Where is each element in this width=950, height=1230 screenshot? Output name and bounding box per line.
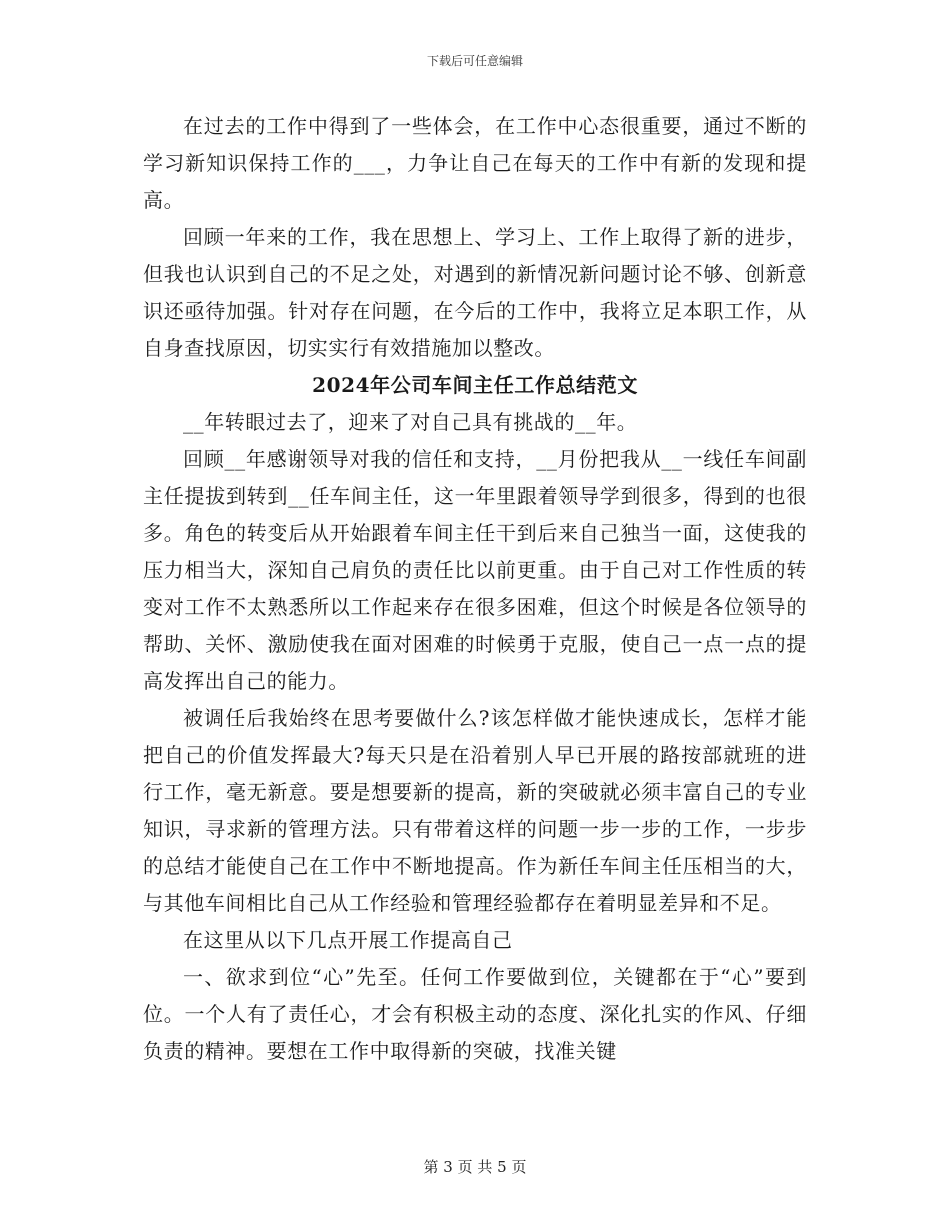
paragraph: 回顾一年来的工作，我在思想上、学习上、工作上取得了新的进步，但我也认识到自己的不足之处，对遇到的新情况新问题讨论不够、创新意识还亟待加强。针对存在问题，在今后的工作中，我将立足本职工作，从自身查找原因，切实实行有效措施加以整改。 [143,225,807,360]
page-header: 下载后可任意编辑 [426,54,523,68]
page-footer: 第 3 页 共 5 页 [423,1158,527,1176]
paragraph: 在过去的工作中得到了一些体会，在工作中心态很重要，通过不断的学习新知识保持工作的___，力争让自己在每天的工作中有新的发现和提高。 [143,114,807,212]
paragraph: 回顾__年感谢领导对我的信任和支持，__月份把我从__一线任车间副主任提拔到转到__任车间主任，这一年里跟着领导学到很多，得到的也很多。角色的转变后从开始跟着车间主任干到后来自己独当一面，这使我的压力相当大，深知自己肩负的责任比以前更重。由于自己对工作性质的转变对工作不太熟悉所以工作起来存在很多困难，但这个时候是各位领导的帮助、关怀、激励使我在面对困难的时候勇于克服，使自己一点一点的提高发挥出自己的能力。 [143,447,807,693]
section-title: 2024年公司车间主任工作总结范文 [312,373,638,397]
paragraph: 在这里从以下几点开展工作提高自己 [183,928,513,952]
paragraph: 被调任后我始终在思考要做什么?该怎样做才能快速成长，怎样才能把自己的价值发挥最大?每天只是在沿着别人早已开展的路按部就班的进行工作，毫无新意。要是想要新的提高，新的突破就必须丰富自己的专业知识，寻求新的管理方法。只有带着这样的问题一步一步的工作，一步步的总结才能使自己在工作中不断地提高。作为新任车间主任压相当的大，与其他车间相比自己从工作经验和管理经验都存在着明显差异和不足。 [143,706,807,915]
paragraph: 一、欲求到位“心”先至。任何工作要做到位，关键都在于“心”要到位。一个人有了责任心，才会有积极主动的态度、深化扎实的作风、仔细负责的精神。要想在工作中取得新的突破，找准关键 [143,965,807,1063]
paragraph: __年转眼过去了，迎来了对自己具有挑战的__年。 [183,410,638,434]
document-body [143,108,807,1070]
